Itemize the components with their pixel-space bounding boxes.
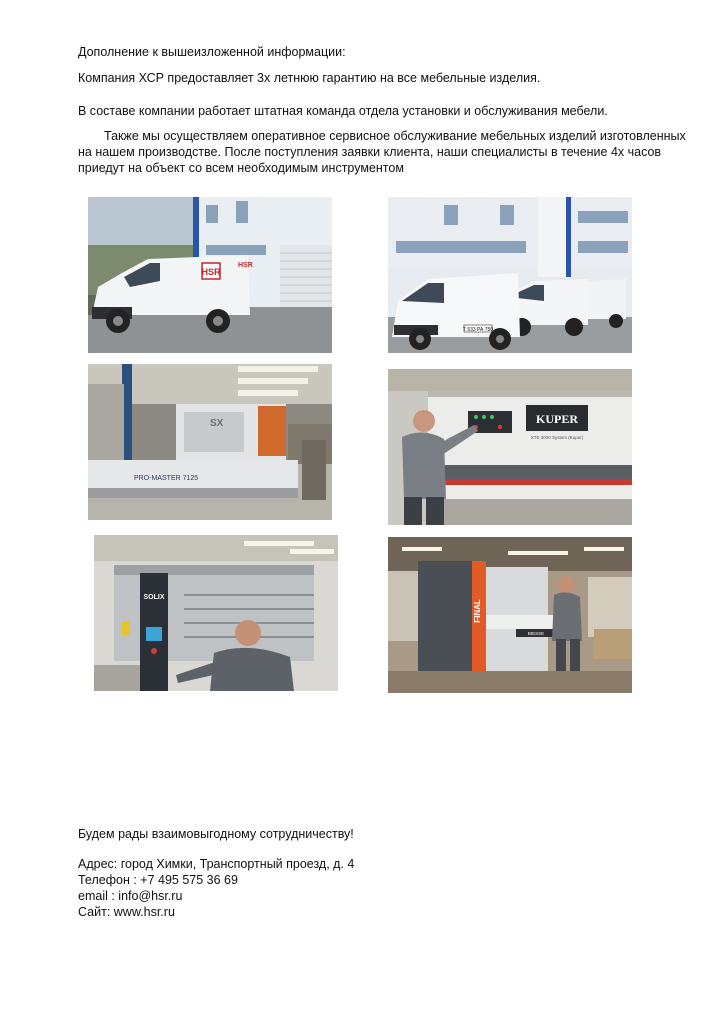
building-logo-text: HSR bbox=[238, 262, 253, 269]
photo-cnc-machine bbox=[88, 364, 332, 520]
photo-van-building bbox=[88, 197, 332, 353]
warranty-paragraph: Компания ХСР предоставляет 3х летнюю гарантию на все мебельные изделия. bbox=[78, 71, 541, 85]
photo-van-fleet bbox=[388, 197, 632, 353]
final-maker-label: BIESSE bbox=[527, 631, 545, 636]
final-brand-label: FINAL bbox=[473, 599, 482, 623]
photo-kuper-machine bbox=[388, 369, 632, 525]
contact-email: email : info@hsr.ru bbox=[78, 889, 183, 903]
closing-line: Будем рады взаимовыгодному сотрудничеству! bbox=[78, 827, 354, 841]
cnc-brand-label: PRO-MASTER 7125 bbox=[134, 475, 199, 482]
cnc-model-label: SX bbox=[210, 418, 224, 429]
service-paragraph bbox=[78, 128, 688, 176]
kuper-brand-label: KUPER bbox=[536, 412, 578, 426]
team-paragraph: В составе компании работает штатная команда отдела установки и обслуживания мебели. bbox=[78, 104, 608, 118]
service-paragraph-text: Также мы осуществляем оперативное сервисное обслуживание мебельных изделий изготовленных на нашем производстве. После поступления заявки клиента, наши специалисты в течение 4х часов приедут на объект со всем необходимым инструментом bbox=[78, 129, 686, 175]
van-logo-text: HSR bbox=[201, 267, 221, 277]
contact-phone: Телефон : +7 495 575 36 69 bbox=[78, 873, 238, 887]
license-plate-text: Т 533 РА 750 bbox=[462, 327, 494, 333]
photo-press-machine bbox=[94, 535, 338, 691]
contact-block bbox=[78, 856, 354, 920]
kuper-subtitle-label: XTE 3000 System (Kuper) bbox=[530, 435, 584, 440]
photo-final-machine bbox=[388, 537, 632, 693]
press-model-label: SOLIX bbox=[143, 594, 165, 601]
document-heading: Дополнение к вышеизложенной информации: bbox=[78, 45, 346, 59]
contact-site: Сайт: www.hsr.ru bbox=[78, 905, 175, 919]
contact-address: Адрес: город Химки, Транспортный проезд, д. 4 bbox=[78, 857, 355, 871]
